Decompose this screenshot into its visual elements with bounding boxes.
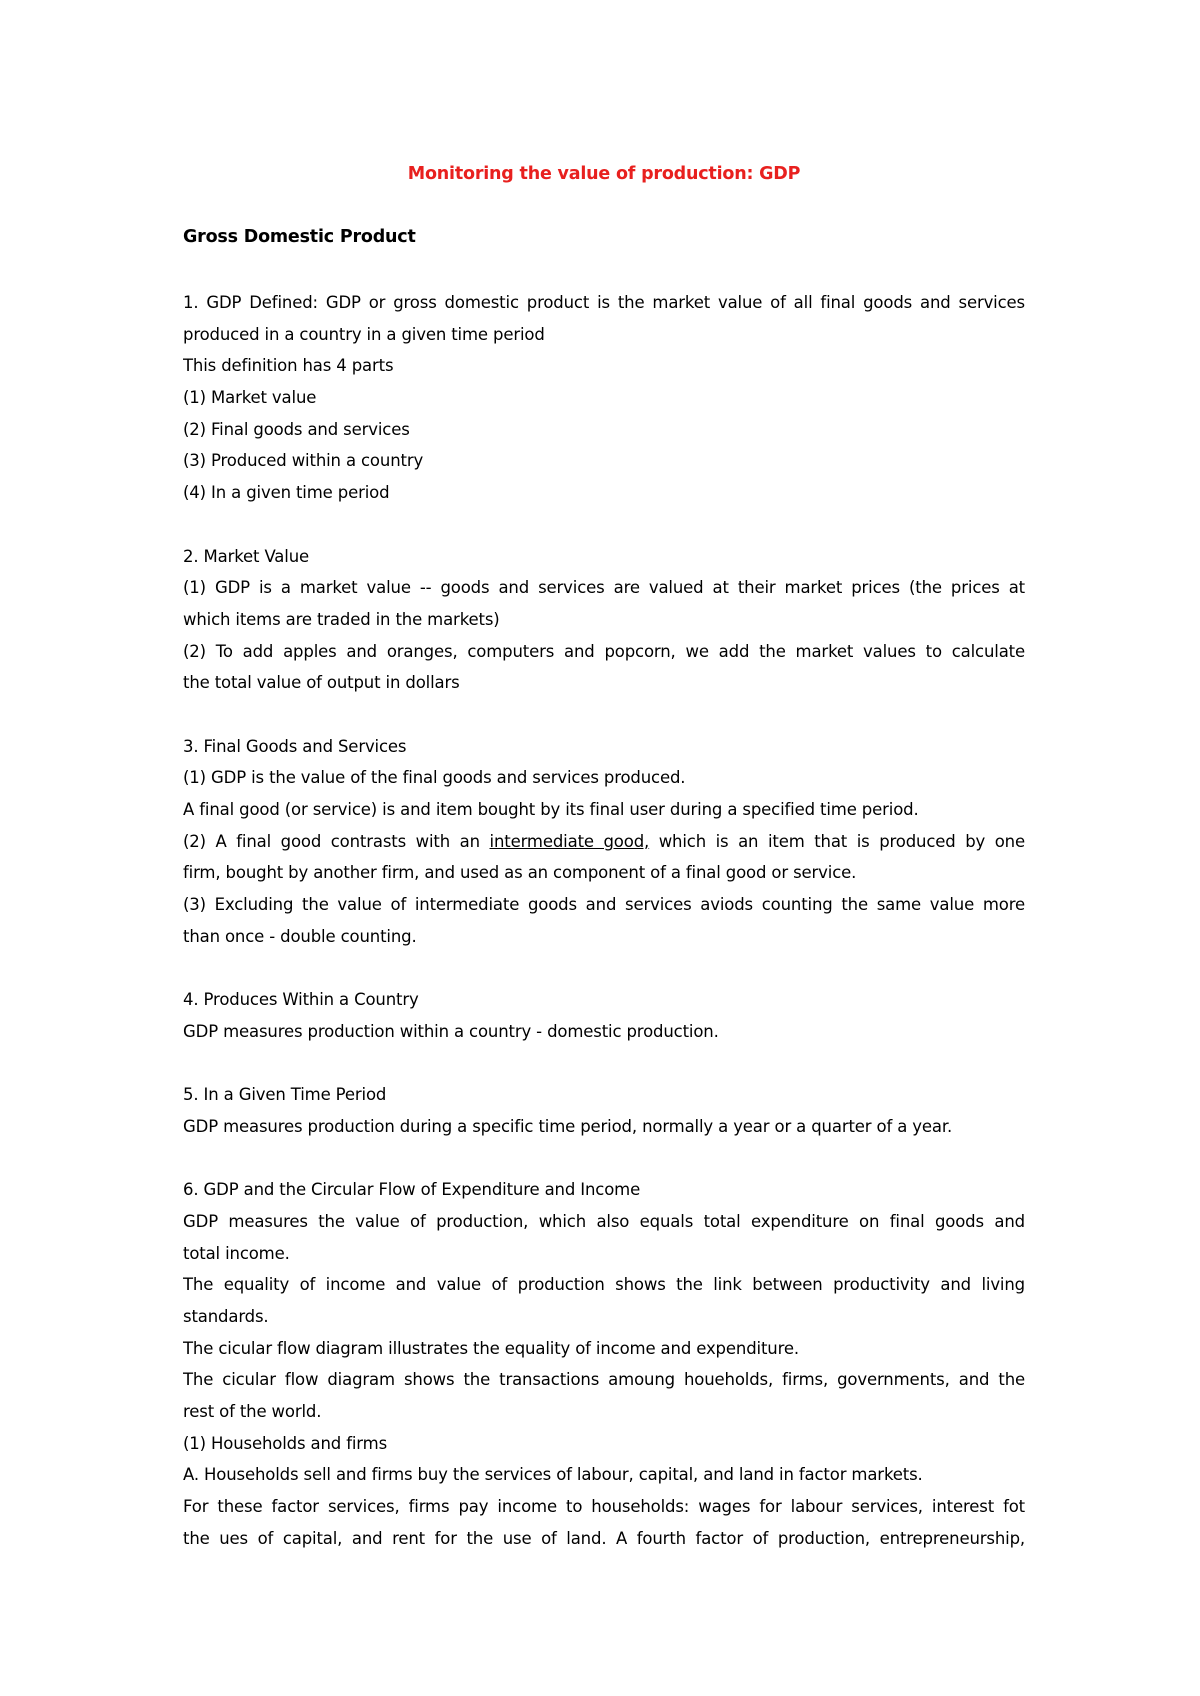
text-line: This definition has 4 parts (183, 356, 394, 376)
text-line: 6. GDP and the Circular Flow of Expenditure and Income (183, 1180, 641, 1200)
text-line: The equality of income and value of production shows the link between productivity and living (183, 1275, 1025, 1295)
document-page (183, 0, 1025, 1696)
text-line: 4. Produces Within a Country (183, 990, 419, 1010)
blank-line (183, 509, 1025, 541)
text-line: (1) GDP is the value of the final goods and services produced. (183, 768, 686, 788)
text-line: rest of the world. (183, 1402, 322, 1422)
text-line: 3. Final Goods and Services (183, 736, 407, 756)
blank-line (183, 1143, 1025, 1175)
document-body (183, 287, 1025, 1555)
text-line: (1) Households and firms (183, 1433, 388, 1453)
text-line: (1) GDP is a market value -- goods and services are valued at their market prices (the prices at (183, 578, 1025, 598)
text-line: 2. Market Value (183, 546, 310, 566)
text-line: A. Households sell and firms buy the services of labour, capital, and land in factor markets. (183, 1465, 923, 1485)
document-title: Monitoring the value of production: GDP (407, 164, 801, 184)
text-line: 5. In a Given Time Period (183, 1085, 387, 1105)
text-line: A final good (or service) is and item bought by its final user during a specified time period. (183, 800, 919, 819)
text-line: firm, bought by another firm, and used as an component of a final good or service. (183, 863, 857, 883)
text-line: (2) Final goods and services (183, 419, 410, 439)
text-line: which items are traded in the markets) (183, 609, 500, 629)
text-line: (3) Excluding the value of intermediate goods and services aviods counting the same value more (183, 895, 1025, 915)
text-line: The cicular flow diagram illustrates the equality of income and expenditure. (183, 1338, 799, 1358)
text-line: the total value of output in dollars (183, 673, 460, 693)
text-segment: which is an item that is produced by one (649, 831, 1025, 851)
text-line: (2) To add apples and oranges, computers and popcorn, we add the market values to calculate (183, 641, 1025, 661)
text-line: (1) Market value (183, 388, 317, 408)
blank-line (183, 1048, 1025, 1080)
blank-line (183, 952, 1025, 984)
text-line: total income. (183, 1243, 290, 1263)
text-line: produced in a country in a given time period (183, 324, 545, 344)
underlined-term: intermediate good, (489, 831, 650, 851)
text-line: than once - double counting. (183, 926, 417, 946)
text-line: (3) Produced within a country (183, 451, 424, 471)
text-line: the ues of capital, and rent for the use of land. A fourth factor of production, entrepreneurship, (183, 1528, 1025, 1548)
text-line-with-term (183, 826, 1025, 858)
blank-line (183, 699, 1025, 731)
text-line: GDP measures the value of production, which also equals total expenditure on final goods and (183, 1211, 1025, 1231)
section-heading: Gross Domestic Product (183, 227, 416, 247)
text-line: 1. GDP Defined: GDP or gross domestic product is the market value of all final goods and services (183, 293, 1025, 312)
text-line: standards. (183, 1307, 269, 1326)
text-segment: (2) A final good contrasts with an (183, 831, 490, 851)
text-line: GDP measures production within a country - domestic production. (183, 1021, 719, 1041)
text-line: (4) In a given time period (183, 483, 390, 503)
text-line: GDP measures production during a specific time period, normally a year or a quarter of a year. (183, 1116, 953, 1136)
text-line: For these factor services, firms pay income to households: wages for labour services, interest fot (183, 1497, 1025, 1517)
text-line: The cicular flow diagram shows the transactions amoung houeholds, firms, governments, and the (183, 1370, 1025, 1390)
